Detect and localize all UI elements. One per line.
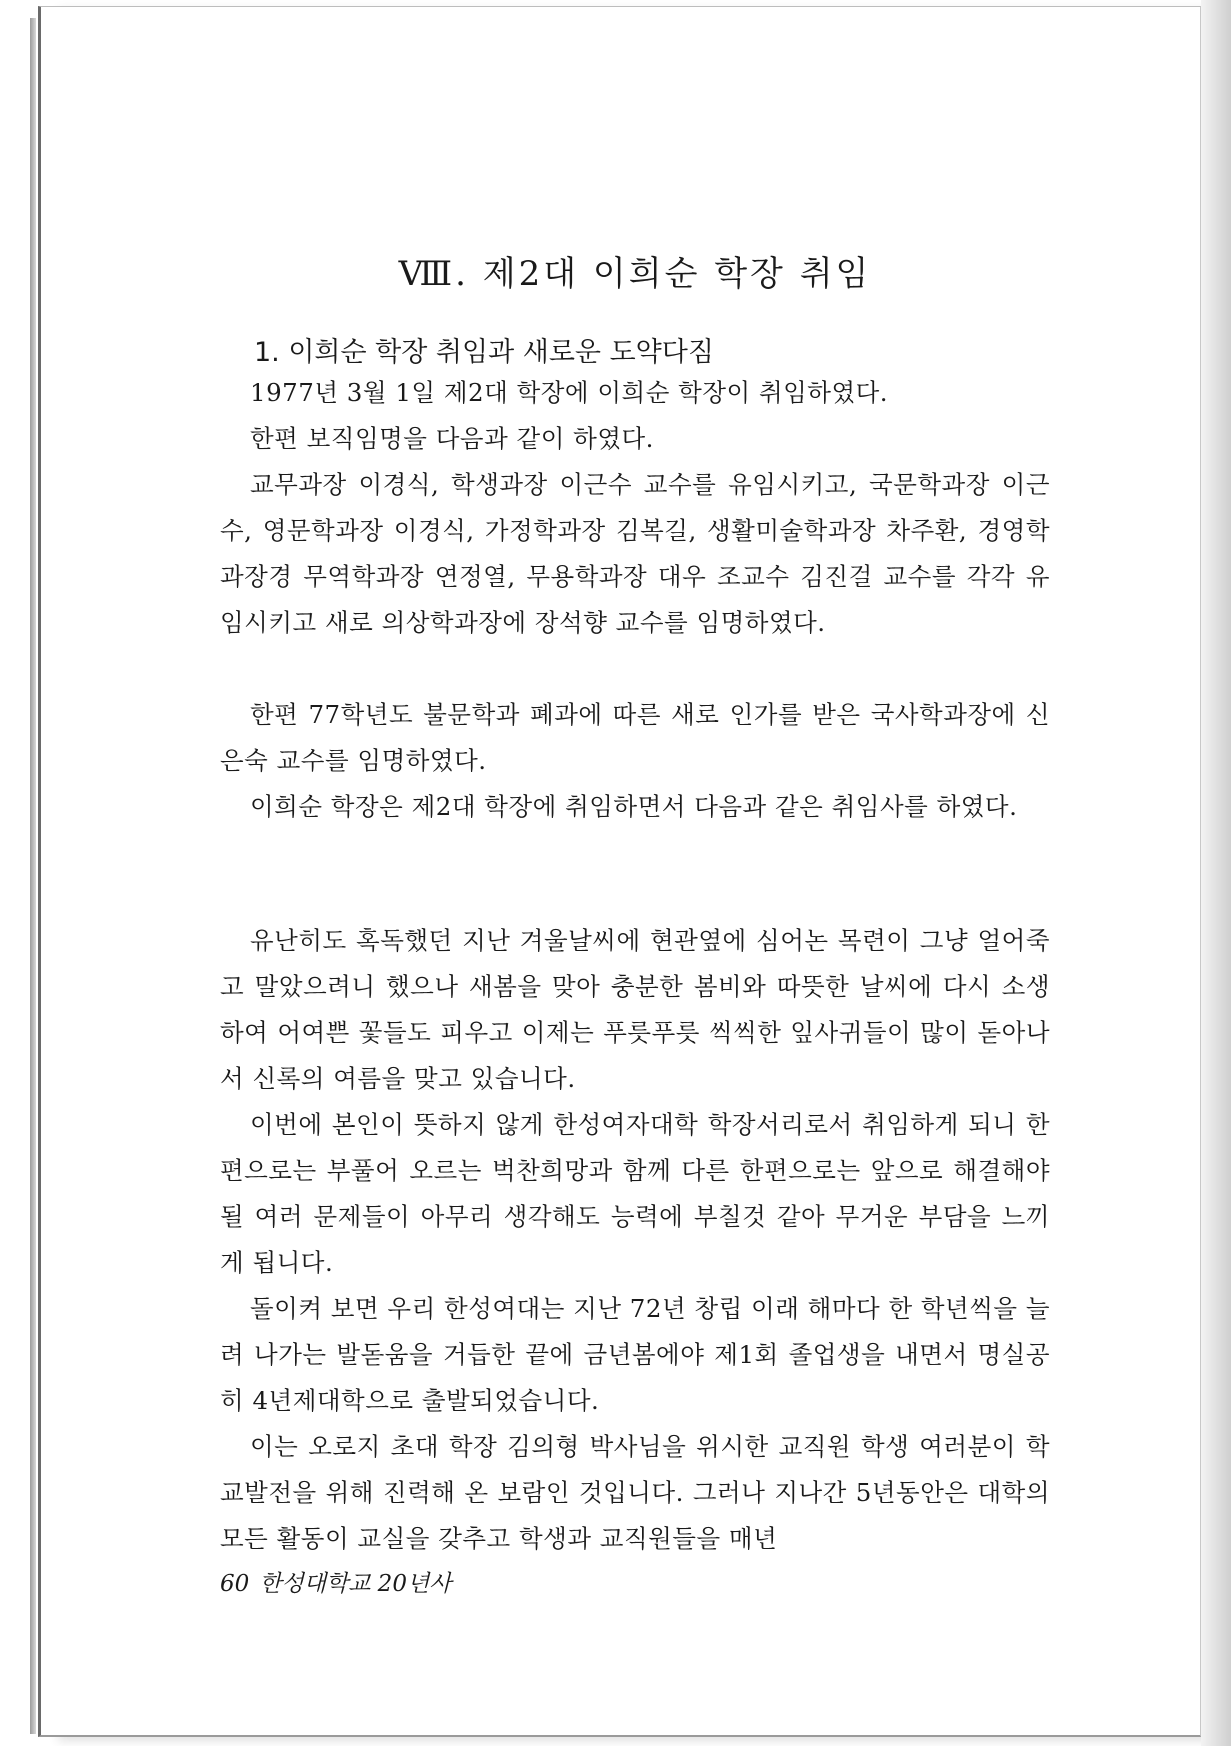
book-title: 한성대학교 20년사 [259, 1571, 452, 1597]
right-page-shadow [1201, 0, 1231, 1746]
paragraph-appointment-date: 1977년 3월 1일 제2대 학장에 이희순 학장이 취임하였다. [250, 378, 889, 407]
paragraph-staff-intro: 한편 보직임명을 다음과 같이 하였다. [250, 424, 654, 453]
paragraph-speech-history: 돌이켜 보면 우리 한성여대는 지난 72년 창립 이래 해마다 한 학년씩을 늘려 나가는 발돋움을 거듭한 끝에 금년봄에야 제1회 졸업생을 내면서 명실공히 4년제대학으로 출발되었습니다. [220, 1294, 1051, 1415]
paragraph-speech-thanks: 이는 오로지 초대 학장 김의형 박사님을 위시한 교직원 학생 여러분이 학교발전을 위해 진력해 온 보람인 것입니다. 그러나 지나간 5년동안은 대학의 모든 활동이 교실을 갖추고 학생과 교직원들을 매년 [220, 1432, 1050, 1553]
paragraph-history-dept: 한편 77학년도 불문학과 폐과에 따른 새로 인가를 받은 국사학과장에 신은숙 교수를 임명하였다. [220, 700, 1050, 775]
page-number: 60 [220, 1571, 250, 1597]
paragraph-speech-magnolia: 유난히도 혹독했던 지난 겨울날씨에 현관옆에 심어논 목련이 그냥 얼어죽고 말았으려니 했으나 새봄을 맞아 충분한 봄비와 따뜻한 날씨에 다시 소생하여 어여쁜 꽃들도 피우고 이제는 푸릇푸릇 씩씩한 잎사귀들이 많이 돋아나서 신록의 여름을 맞고 있습니다. [220, 926, 1050, 1093]
paragraph-staff-list: 교무과장 이경식, 학생과장 이근수 교수를 유임시키고, 국문학과장 이근수, 영문학과장 이경식, 가정학과장 김복길, 생활미술학과장 차주환, 경영학과장경 무역학과장 연정열, 무용학과장 대우 조교수 김진걸 교수를 각각 유임시키고 새로 의상학과장에 장석향 교수를 임명하였다. [220, 470, 1050, 637]
paragraph-speech-intro: 이희순 학장은 제2대 학장에 취임하면서 다음과 같은 취임사를 하였다. [250, 792, 1018, 821]
page-footer [220, 1565, 451, 1598]
page-spine-edge [30, 18, 36, 1734]
paragraph-speech-acting-president: 이번에 본인이 뜻하지 않게 한성여자대학 학장서리로서 취임하게 되니 한편으로는 부풀어 오르는 벅찬희망과 함께 다른 한편으로는 앞으로 해결해야 될 여러 문제들이 아무리 생각해도 능력에 부칠것 같아 무거운 부담을 느끼게 됩니다. [220, 1110, 1050, 1277]
section-title: 1. 이희순 학장 취임과 새로운 도약다짐 [254, 337, 714, 368]
chapter-title: Ⅷ. 제2대 이희순 학장 취임 [398, 254, 872, 294]
